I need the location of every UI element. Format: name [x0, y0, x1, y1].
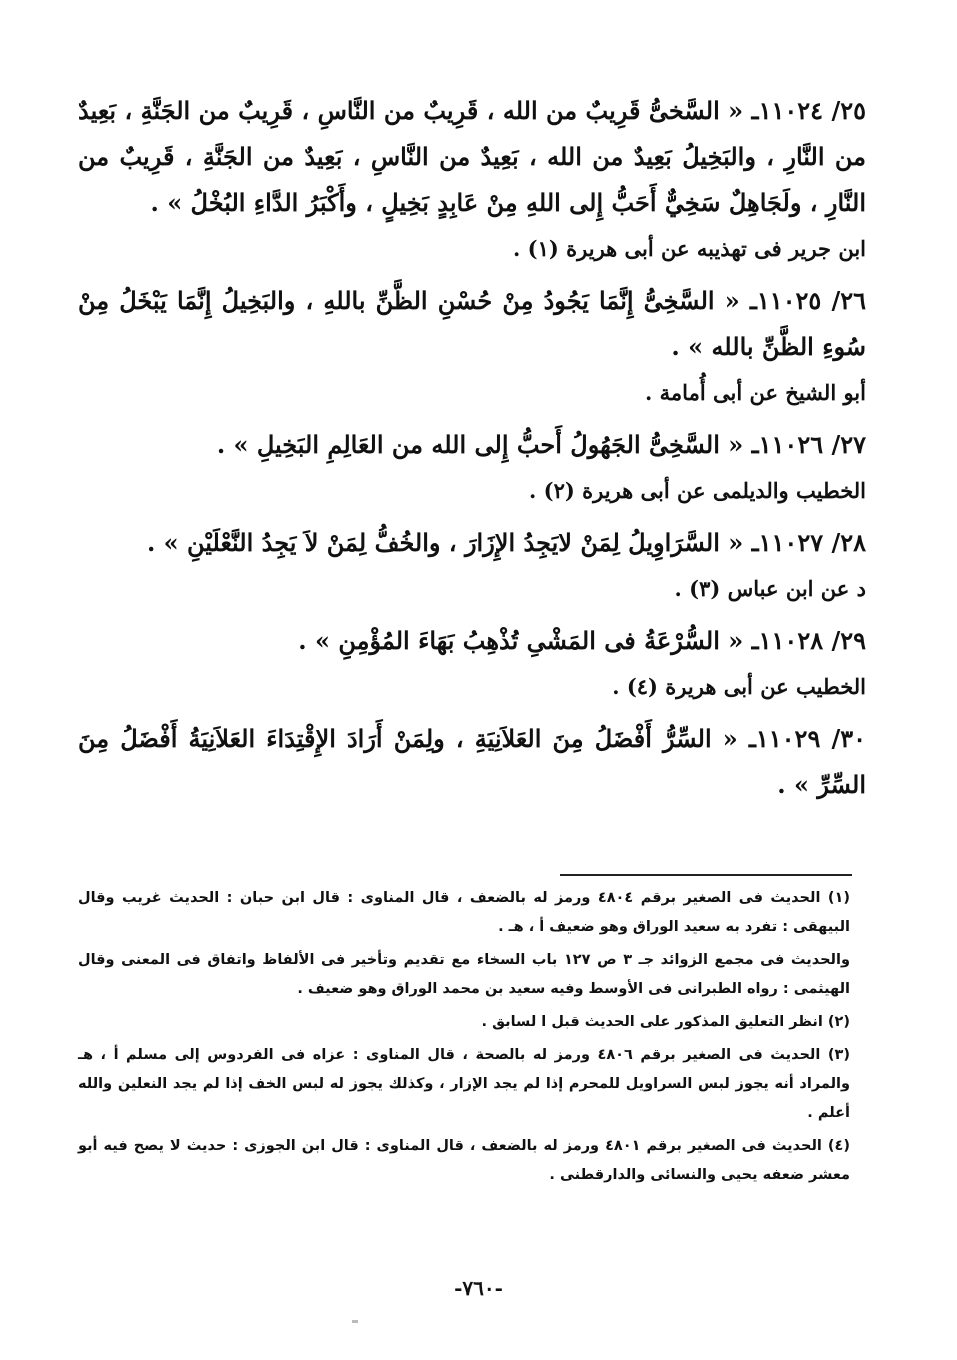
hadith-entry-25: ٢٥/ ١١٠٢٤ـ « السَّخىُّ قَرِيبٌ من الله ، قَرِيبٌ من النَّاسِ ، قَرِيبٌ من الجَنَّةِ ، بَعِيدٌ من النَّارِ ، والبَخِيلُ بَعِيدٌ من الله ، بَعِيدٌ من النَّاسِ ، بَعِيدٌ من الجَنَّةِ ، قَرِيبٌ من النَّارِ ، ولَجَاهِلٌ سَخِيٌّ أَحَبُّ إِلى اللهِ مِنْ عَابِدٍ بَخِيلٍ ، وأَكْبَرُ الدَّاءِ البُخْلُ » . [78, 96, 866, 217]
hadith-entry-28: ٢٨/ ١١٠٢٧ـ « السَّرَاوِيلُ لِمَنْ لايَجِدُ الإِزَارَ ، والخُفُّ لِمَنْ لاَ يَجِدُ النَّعْلَيْنِ » . [146, 528, 866, 557]
footnote-3: (٣) الحديث فى الصغير برقم ٤٨٠٦ ورمز له بالصحة ، قال المناوى : عزاه فى الفردوس إلى مسلم أ ، هـ والمراد أنه يجوز لبس السراويل للمحرم إذا لم يجد الإزار ، وكذلك يجوز له لبس الخف إذا لم يجد النعلين والله أعلم . [78, 1047, 850, 1121]
hadith-source-28: د عن ابن عباس (٣) . [674, 576, 866, 601]
hadith-source-27: الخطيب والديلمى عن أبى هريرة (٢) . [529, 478, 866, 503]
hadith-source-25: ابن جرير فى تهذيبه عن أبى هريرة (١) . [513, 236, 866, 261]
footnote-1-continued: والحديث فى مجمع الزوائد جـ ٣ ص ١٢٧ باب السخاء مع تقديم وتأخير فى الألفاظ واتفاق فى المعنى وقال الهيثمى : رواه الطبرانى فى الأوسط وفيه سعيد بن محمد الوراق وهو ضعيف . [78, 952, 850, 997]
page-number: -٧٦٠- [454, 1276, 503, 1300]
footnote-divider [560, 874, 852, 876]
hadith-entry-29: ٢٩/ ١١٠٢٨ـ « السُّرْعَةُ فى المَشْىِ تُذْهِبُ بَهَاءَ المُؤْمِنِ » . [298, 626, 866, 655]
hadith-source-26: أبو الشيخ عن أبى أُمامة . [645, 380, 866, 405]
footnotes [78, 884, 850, 1194]
footnote-4: (٤) الحديث فى الصغير برقم ٤٨٠١ ورمز له بالضعف ، قال المناوى : قال ابن الجوزى : حديث لا يصح فيه أبو معشر ضعفه يحيى والنسائى والدارقطنى . [78, 1138, 850, 1183]
hadith-list [78, 88, 866, 808]
hadith-source-29: الخطيب عن أبى هريرة (٤) . [612, 674, 866, 699]
hadith-entry-30: ٣٠/ ١١٠٢٩ـ « السِّرُّ أَفْضَلُ مِنَ العَلاَنِيَةِ ، ولِمَنْ أَرَادَ الإِقْتِدَاءَ العَلاَنِيَةُ أَفْضَلُ مِنَ السِّرِّ » . [78, 724, 866, 799]
hadith-entry-26: ٢٦/ ١١٠٢٥ـ « السَّخِىُّ إِنَّمَا يَجُودُ مِنْ حُسْنِ الظَّنِّ باللهِ ، والبَخِيلُ إِنَّمَا يَبْخَلُ مِنْ سُوءِ الظَّنِّ بالله » . [78, 286, 866, 361]
footnote-1: (١) الحديث فى الصغير برقم ٤٨٠٤ ورمز له بالضعف ، قال المناوى : قال ابن حبان : الحديث غريب وقال البيهقى : تفرد به سعيد الوراق وهو ضعيف أ ، هـ . [78, 890, 850, 935]
footnote-2: (٢) انظر التعليق المذكور على الحديث قبل ا لسابق . [481, 1014, 850, 1030]
hadith-entry-27: ٢٧/ ١١٠٢٦ـ « السَّخِىُّ الجَهُولُ أَحبُّ إِلى الله من العَالِمِ البَخِيلِ » . [216, 430, 866, 459]
scan-mark [352, 1320, 358, 1323]
